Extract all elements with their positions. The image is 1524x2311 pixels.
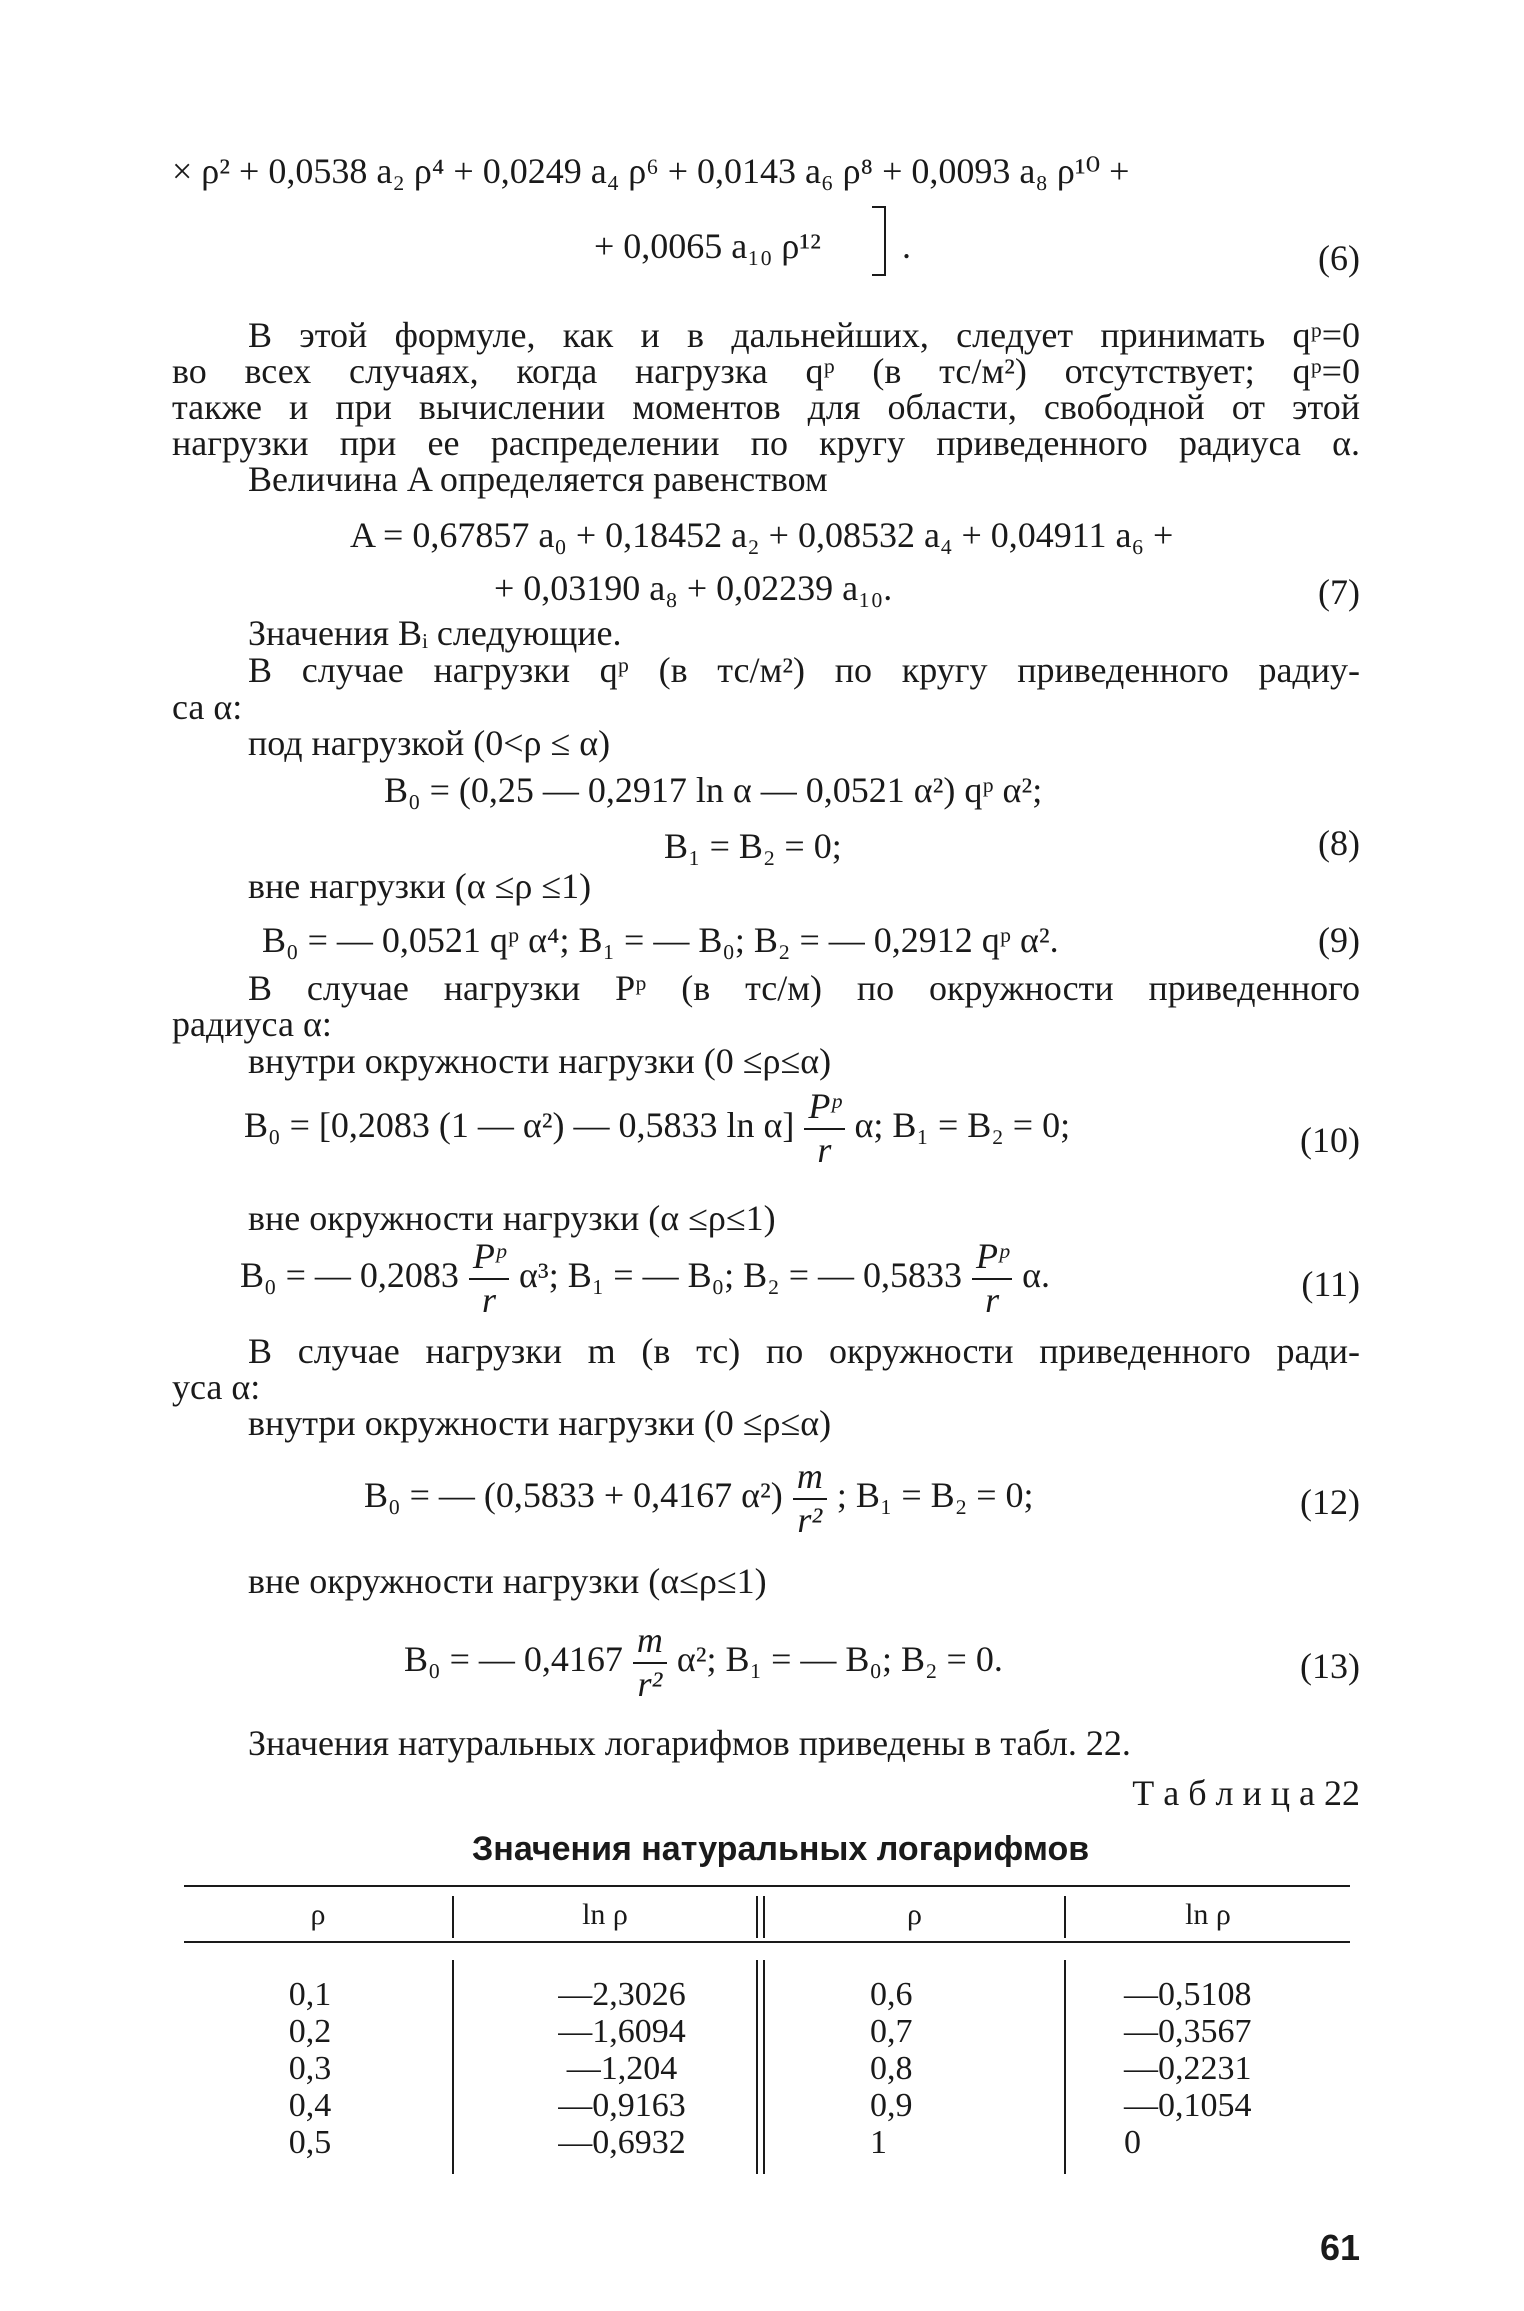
equation-13-numerator: m [633, 1622, 667, 1664]
table-top-rule [184, 1885, 1350, 1887]
paragraph-1-line-2: во всех случаях, когда нагрузка qᵖ (в тс/м²) отсутствует; qᵖ=0 [172, 351, 1360, 391]
body-divider-2b [763, 1960, 765, 2174]
equation-11-numerator-1: Pᵖ [469, 1238, 509, 1280]
paragraph-10-line-1: В случае нагрузки m (в тс) по окружности приведенного ради- [248, 1331, 1360, 1371]
equation-8-line-1: B₀ = (0,25 — 0,2917 ln α — 0,0521 α²) qᵖ α²; [384, 770, 1043, 810]
paragraph-2: Величина A определяется равенством [248, 459, 828, 499]
table-title: Значения натуральных логарифмов [472, 1830, 1090, 1868]
equation-10-left: B₀ = [0,2083 (1 — α²) — 0,5833 ln α] [244, 1105, 795, 1146]
equation-13-fraction [633, 1622, 667, 1704]
paragraph-7-line-2: радиуса α: [172, 1004, 332, 1044]
equation-11-denominator-2: r [985, 1279, 1000, 1320]
closing-bracket [872, 206, 886, 276]
paragraph-7-line-1: В случае нагрузки Pᵖ (в тс/м) по окружности приведенного [248, 968, 1360, 1008]
equation-8-number: (8) [1318, 823, 1360, 863]
equation-11-fraction-2 [972, 1238, 1012, 1320]
header-ln-rho-2: ln ρ [1185, 1898, 1231, 1931]
body-divider-2a [756, 1960, 758, 2174]
paragraph-1-line-4: нагрузки при ее распределении по кругу приведенного радиуса α. [172, 423, 1360, 463]
paragraph-1-line-1: В этой формуле, как и в дальнейших, следует принимать qᵖ=0 [248, 315, 1360, 355]
equation-10-numerator: Pᵖ [804, 1088, 844, 1130]
equation-7-line-1: A = 0,67857 a₀ + 0,18452 a₂ + 0,08532 a₄ + 0,04911 a₆ + [350, 515, 1174, 555]
column-rho-1: 0,1 0,2 0,3 0,4 0,5 [288, 1976, 332, 2161]
equation-6-tail: . [902, 226, 911, 266]
equation-11-denominator-1: r [481, 1279, 496, 1320]
equation-10-denominator: r [817, 1129, 832, 1170]
column-ln-rho-2: —0,5108 —0,3567 —0,2231 —0,1054 0 [1124, 1976, 1252, 2161]
equation-12-fraction [793, 1458, 827, 1540]
equation-12-numerator: m [793, 1458, 827, 1500]
paragraph-4-line-1: В случае нагрузки qᵖ (в тс/м²) по кругу приведенного радиу- [248, 650, 1360, 690]
paragraph-4-line-2: са α: [172, 687, 243, 727]
table-label: Т а б л и ц а 22 [1132, 1773, 1360, 1813]
page-number: 61 [1319, 2227, 1360, 2268]
equation-6-line-1: × ρ² + 0,0538 a₂ ρ⁴ + 0,0249 a₄ ρ⁶ + 0,0143 a₆ ρ⁸ + 0,0093 a₈ ρ¹⁰ + [172, 151, 1130, 191]
body-divider-1 [452, 1960, 454, 2174]
equation-9: B₀ = — 0,0521 qᵖ α⁴; B₁ = — B₀; B₂ = — 0,2912 qᵖ α². [262, 920, 1059, 960]
paragraph-12: вне окружности нагрузки (α≤ρ≤1) [248, 1561, 767, 1601]
equation-10-right: α; B₁ = B₂ = 0; [854, 1105, 1071, 1146]
paragraph-11: внутри окружности нагрузки (0 ≤ρ≤α) [248, 1403, 832, 1443]
equation-11-left: B₀ = — 0,2083 [240, 1255, 459, 1296]
header-rho-1: ρ [310, 1898, 326, 1931]
equation-10-fraction [804, 1088, 844, 1170]
equation-10-number: (10) [1300, 1120, 1360, 1160]
equation-13-number: (13) [1300, 1646, 1360, 1686]
equation-6-number: (6) [1318, 238, 1360, 278]
paragraph-10-line-2: уса α: [172, 1367, 261, 1407]
equation-11-numerator-2: Pᵖ [972, 1238, 1012, 1280]
equation-13-right: α²; B₁ = — B₀; B₂ = 0. [676, 1639, 1003, 1680]
body-divider-3 [1064, 1960, 1066, 2174]
header-divider-2a [756, 1896, 758, 1938]
paragraph-8: внутри окружности нагрузки (0 ≤ρ≤α) [248, 1041, 832, 1081]
equation-13-left: B₀ = — 0,4167 [404, 1639, 623, 1680]
equation-9-number: (9) [1318, 920, 1360, 960]
paragraph-1-line-3: также и при вычислении моментов для области, свободной от этой [172, 387, 1360, 427]
paragraph-9: вне окружности нагрузки (α ≤ρ≤1) [248, 1198, 776, 1238]
equation-11-number: (11) [1301, 1264, 1360, 1304]
table-header-rule [184, 1941, 1350, 1943]
equation-12-left: B₀ = — (0,5833 + 0,4167 α²) [364, 1475, 783, 1516]
equation-12 [364, 1458, 1034, 1540]
equation-11-fraction-1 [469, 1238, 509, 1320]
equation-11 [240, 1238, 1050, 1320]
equation-10 [244, 1088, 1070, 1170]
header-ln-rho-1: ln ρ [582, 1898, 628, 1931]
column-rho-2: 0,6 0,7 0,8 0,9 1 [870, 1976, 913, 2161]
equation-12-denominator: r² [797, 1499, 823, 1540]
header-rho-2: ρ [907, 1898, 922, 1931]
paragraph-6: вне нагрузки (α ≤ρ ≤1) [248, 866, 592, 906]
equation-13-denominator: r² [637, 1663, 663, 1704]
equation-12-right: ; B₁ = B₂ = 0; [836, 1475, 1034, 1516]
paragraph-13: Значения натуральных логарифмов приведены в табл. 22. [248, 1723, 1131, 1763]
equation-7-line-2: + 0,03190 a₈ + 0,02239 a₁₀. [494, 568, 893, 608]
equation-11-middle: α³; B₁ = — B₀; B₂ = — 0,5833 [519, 1255, 962, 1296]
equation-11-right: α. [1022, 1255, 1051, 1296]
equation-7-number: (7) [1318, 572, 1360, 612]
paragraph-3: Значения Bᵢ следующие. [248, 613, 622, 653]
column-ln-rho-1: —2,3026 —1,6094 —1,204 —0,9163 —0,6932 [558, 1976, 686, 2161]
equation-8-line-2: B₁ = B₂ = 0; [664, 826, 842, 866]
equation-12-number: (12) [1300, 1482, 1360, 1522]
equation-6-line-2: + 0,0065 a₁₀ ρ¹² [594, 226, 821, 266]
paragraph-5: под нагрузкой (0<ρ ≤ α) [248, 723, 611, 763]
equation-13 [404, 1622, 1003, 1704]
